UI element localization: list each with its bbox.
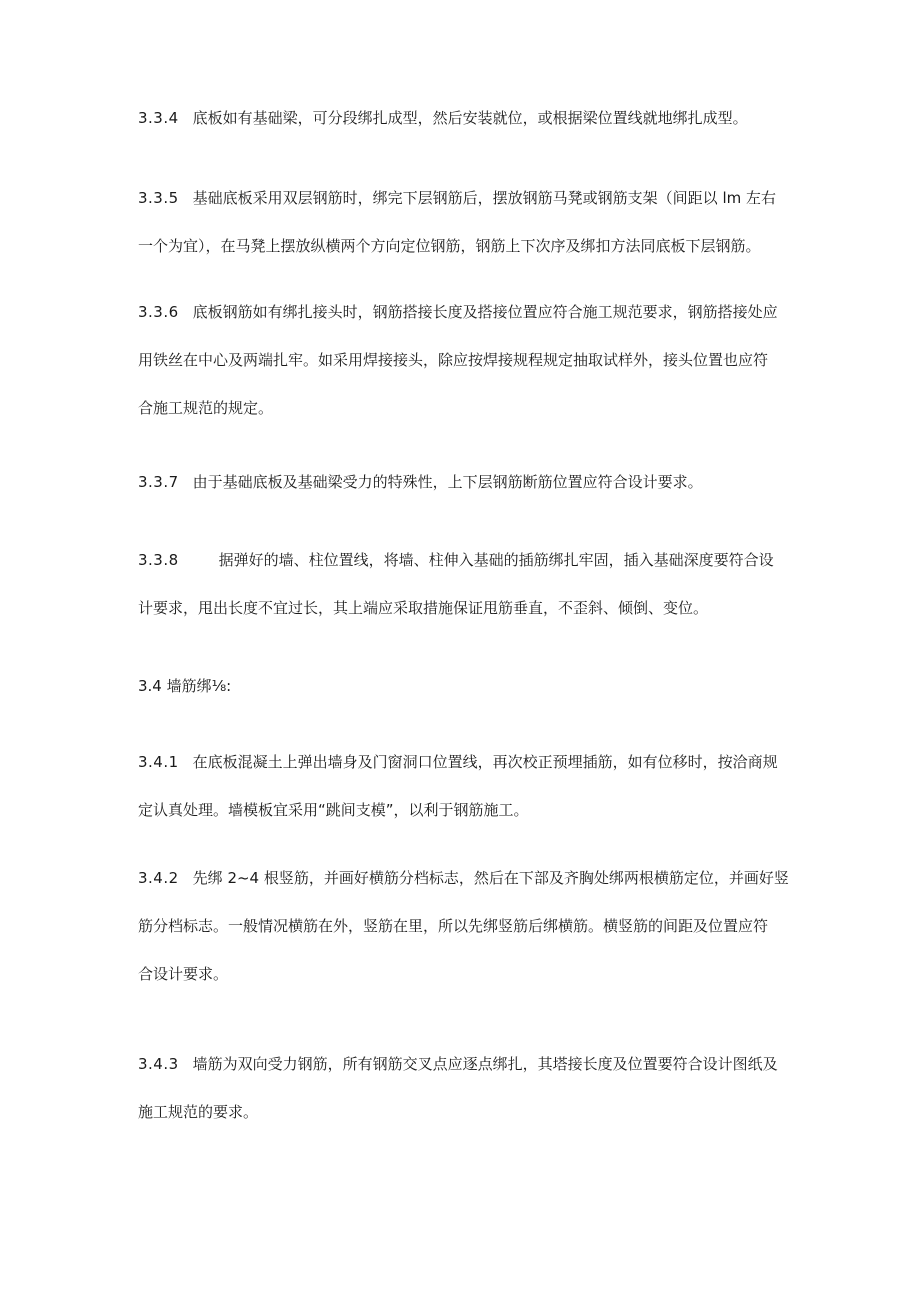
clause-number: 3.4.2 xyxy=(138,869,179,887)
clause-number: 3.3.6 xyxy=(138,303,179,321)
paragraph-text: 先绑 2~4 根竖筋，并画好横筋分档标志，然后在下部及齐胸处绑两根横筋定位，并画好竖 xyxy=(192,869,789,887)
paragraph-continuation: 合施工规范的规定。 xyxy=(138,399,274,417)
clause-number: 3.3.8 xyxy=(138,551,179,569)
paragraph-3-3-4 xyxy=(138,108,748,128)
paragraph-continuation: 用铁丝在中心及两端扎牢。如采用焊接接头，除应按焊接规程规定抽取试样外，接头位置也应符 xyxy=(138,351,769,369)
paragraph-text: 墙筋为双向受力钢筋，所有钢筋交叉点应逐点绑扎，其塔接长度及位置要符合设计图纸及 xyxy=(192,1055,778,1073)
paragraph-text: 由于基础底板及基础梁受力的特殊性，上下层钢筋断筋位置应符合设计要求。 xyxy=(192,473,703,491)
clause-number: 3.4.1 xyxy=(138,753,179,771)
paragraph-continuation: 合设计要求。 xyxy=(138,965,229,983)
paragraph-text: 底板如有基础梁，可分段绑扎成型，然后安装就位，或根据梁位置线就地绑扎成型。 xyxy=(192,109,748,127)
clause-number: 3.3.7 xyxy=(138,473,179,491)
paragraph-3-3-8 xyxy=(138,550,774,570)
paragraph-continuation: 施工规范的要求。 xyxy=(138,1103,259,1121)
paragraph-text: 基础底板采用双层钢筋时，绑完下层钢筋后，摆放钢筋马凳或钢筋支架（间距以 lm 左右 xyxy=(192,189,776,207)
paragraph-3-4-3 xyxy=(138,1054,778,1074)
clause-number: 3.3.4 xyxy=(138,109,179,127)
paragraph-3-4-1 xyxy=(138,752,778,772)
section-heading-3-4: 3.4 墙筋绑⅛: xyxy=(138,677,232,695)
paragraph-3-3-6 xyxy=(138,302,778,322)
paragraph-3-3-5 xyxy=(138,188,776,208)
paragraph-text: 据弹好的墙、柱位置线，将墙、柱伸入基础的插筋绑扎牢固，插入基础深度要符合设 xyxy=(218,551,774,569)
clause-number: 3.4.3 xyxy=(138,1055,179,1073)
paragraph-continuation: 一个为宜），在马凳上摆放纵横两个方向定位钢筋，钢筋上下次序及绑扣方法同底板下层钢筋。 xyxy=(138,237,761,255)
paragraph-text: 在底板混凝土上弹出墙身及门窗洞口位置线，再次校正预埋插筋，如有位移时，按洽商规 xyxy=(192,753,778,771)
paragraph-continuation: 筋分档标志。一般情况横筋在外，竖筋在里，所以先绑竖筋后绑横筋。横竖筋的间距及位置应符 xyxy=(138,917,769,935)
paragraph-text: 底板钢筋如有绑扎接头时，钢筋搭接长度及搭接位置应符合施工规范要求，钢筋搭接处应 xyxy=(192,303,778,321)
paragraph-continuation: 定认真处理。墙模板宜采用“跳间支模”，以利于钢筋施工。 xyxy=(138,801,529,819)
paragraph-3-4-2 xyxy=(138,868,789,888)
clause-number: 3.3.5 xyxy=(138,189,179,207)
paragraph-3-3-7 xyxy=(138,472,703,492)
paragraph-continuation: 计要求，甩出长度不宜过长，其上端应采取措施保证甩筋垂直，不歪斜、倾倒、变位。 xyxy=(138,599,709,617)
